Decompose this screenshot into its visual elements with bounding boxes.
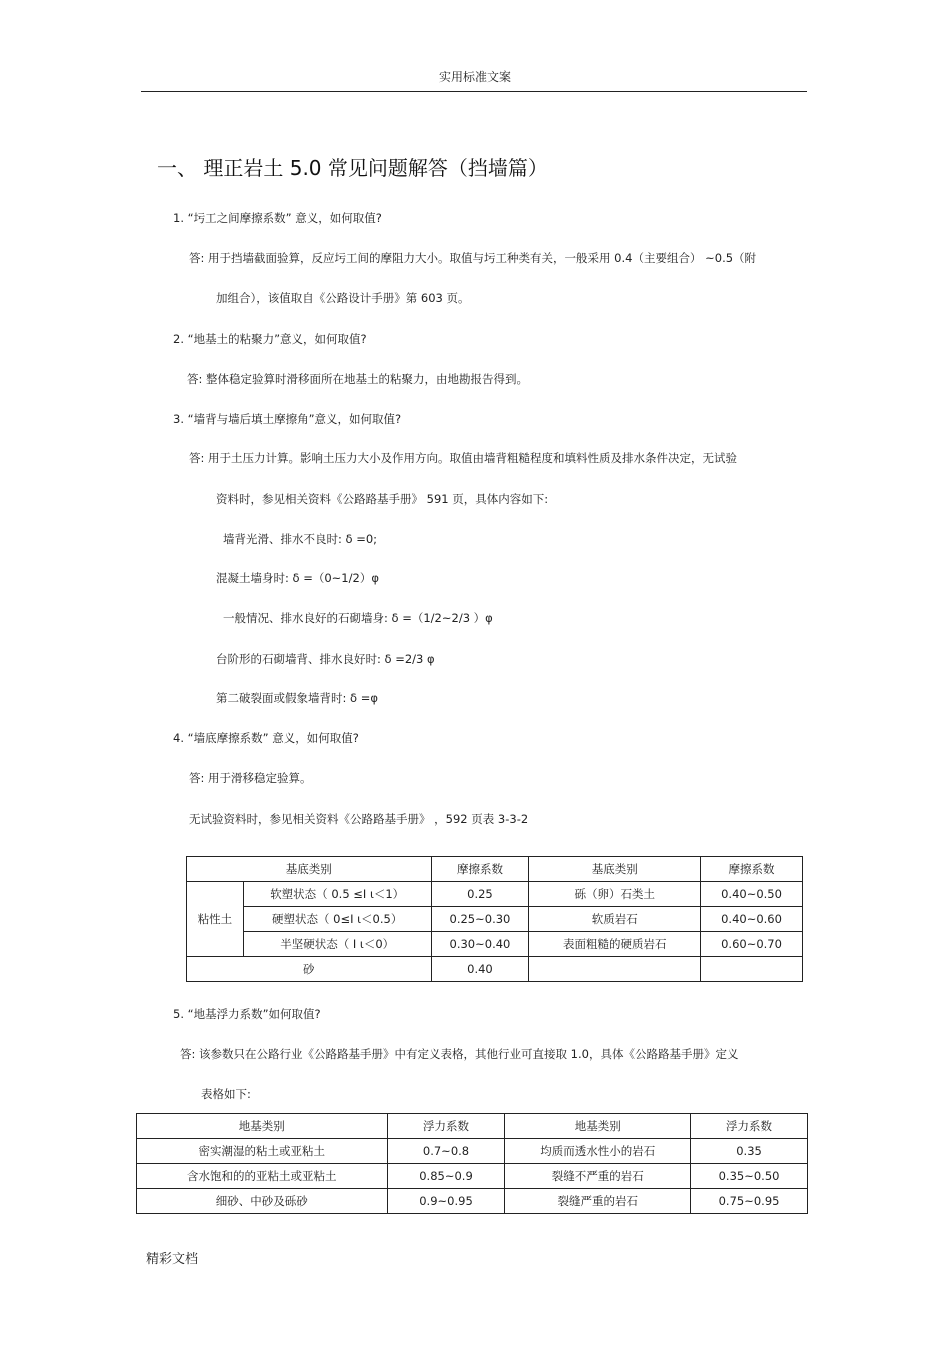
question-3: 3. “墙背与墙后填土摩擦角”意义，如何取值? (173, 412, 402, 426)
answer-5-line-2: 表格如下: (201, 1087, 251, 1101)
table-cell: 均质而透水性小的岩石 (505, 1139, 691, 1164)
table-cell: 半坚硬状态（ I ι＜0） (243, 932, 431, 957)
table-cell (701, 957, 803, 982)
table-row (137, 1189, 808, 1214)
question-4: 4. “墙底摩擦系数” 意义，如何取值? (173, 731, 359, 745)
table-header-row (137, 1114, 808, 1139)
table-row (137, 1139, 808, 1164)
table-header-cell: 地基类别 (137, 1114, 388, 1139)
table-cell: 0.25~0.30 (431, 907, 529, 932)
table-header-cell: 基底类别 (187, 857, 432, 882)
buoyancy-coefficient-table (136, 1113, 808, 1214)
delta-item-5: 第二破裂面或假象墙背时: δ =φ (216, 691, 378, 705)
table-cell: 细砂、中砂及砾砂 (137, 1189, 388, 1214)
answer-4-line-1: 答: 用于滑移稳定验算。 (189, 771, 312, 785)
answer-3-line-2: 资料时，参见相关资料《公路路基手册》 591 页，具体内容如下: (216, 492, 549, 506)
question-2: 2. “地基土的粘聚力”意义，如何取值? (173, 332, 367, 346)
table-cell: 砾（卵）石类土 (529, 882, 701, 907)
table-row (137, 1164, 808, 1189)
group-label-cell: 粘性土 (187, 882, 244, 957)
question-1: 1. “圬工之间摩擦系数” 意义，如何取值? (173, 211, 382, 225)
table-cell: 0.9~0.95 (387, 1189, 505, 1214)
table-cell: 0.40~0.50 (701, 882, 803, 907)
table-cell: 砂 (187, 957, 432, 982)
delta-item-1: 墙背光滑、排水不良时: δ =0; (223, 532, 378, 546)
table-row (187, 932, 803, 957)
table-header-cell: 摩擦系数 (701, 857, 803, 882)
table-cell: 0.75~0.95 (691, 1189, 808, 1214)
table-header-row (187, 857, 803, 882)
table-cell: 0.30~0.40 (431, 932, 529, 957)
table-header-cell: 浮力系数 (691, 1114, 808, 1139)
page-title: 一、 理正岩土 5.0 常见问题解答（挡墙篇） (157, 156, 548, 180)
friction-coefficient-table (186, 856, 803, 982)
table-row (187, 907, 803, 932)
delta-item-2: 混凝土墙身时: δ =（0~1/2）φ (216, 571, 379, 585)
table-cell: 软质岩石 (529, 907, 701, 932)
delta-item-4: 台阶形的石砌墙背、排水良好时: δ =2/3 φ (216, 652, 435, 666)
table-cell: 0.60~0.70 (701, 932, 803, 957)
table-cell: 0.35~0.50 (691, 1164, 808, 1189)
table-header-cell: 摩擦系数 (431, 857, 529, 882)
answer-4-line-2: 无试验资料时，参见相关资料《公路路基手册》 ，592 页表 3-3-2 (189, 812, 529, 826)
answer-2: 答: 整体稳定验算时滑移面所在地基土的粘聚力，由地勘报告得到。 (187, 372, 529, 386)
delta-item-3: 一般情况、排水良好的石砌墙身: δ =（1/2~2/3 ）φ (223, 611, 493, 625)
table-cell: 表面粗糙的硬质岩石 (529, 932, 701, 957)
table-cell: 0.35 (691, 1139, 808, 1164)
table-cell: 裂缝严重的岩石 (505, 1189, 691, 1214)
table-cell (529, 957, 701, 982)
table-cell: 软塑状态（ 0.5 ≤I ι＜1） (243, 882, 431, 907)
table-cell: 硬塑状态（ 0≤I ι＜0.5） (243, 907, 431, 932)
table-header-cell: 地基类别 (505, 1114, 691, 1139)
answer-5-line-1: 答: 该参数只在公路行业《公路路基手册》中有定义表格，其他行业可直接取 1.0，具体《公路路基手册》定义 (180, 1047, 739, 1061)
answer-1-line-2: 加组合），该值取自《公路设计手册》第 603 页。 (216, 291, 470, 305)
table-cell: 0.25 (431, 882, 529, 907)
table-cell: 0.40 (431, 957, 529, 982)
table-cell: 密实潮湿的粘土或亚粘土 (137, 1139, 388, 1164)
table-cell: 0.85~0.9 (387, 1164, 505, 1189)
table-cell: 裂缝不严重的岩石 (505, 1164, 691, 1189)
table-cell: 0.40~0.60 (701, 907, 803, 932)
table-row (187, 882, 803, 907)
header-rule (141, 91, 807, 92)
table-cell: 含水饱和的的亚粘土或亚粘土 (137, 1164, 388, 1189)
table-cell: 0.7~0.8 (387, 1139, 505, 1164)
table-header-cell: 基底类别 (529, 857, 701, 882)
table-header-cell: 浮力系数 (387, 1114, 505, 1139)
answer-1-line-1: 答: 用于挡墙截面验算，反应圬工间的摩阻力大小。取值与圬工种类有关，一般采用 0.4（主要组合） ~0.5（附 (189, 251, 757, 265)
answer-3-line-1: 答: 用于土压力计算。影响土压力大小及作用方向。取值由墙背粗糙程度和填料性质及排水条件决定，无试验 (189, 451, 738, 465)
page-footer: 精彩文档 (146, 1252, 199, 1267)
table-row (187, 957, 803, 982)
question-5: 5. “地基浮力系数”如何取值? (173, 1007, 321, 1021)
page-header: 实用标准文案 (438, 70, 511, 84)
